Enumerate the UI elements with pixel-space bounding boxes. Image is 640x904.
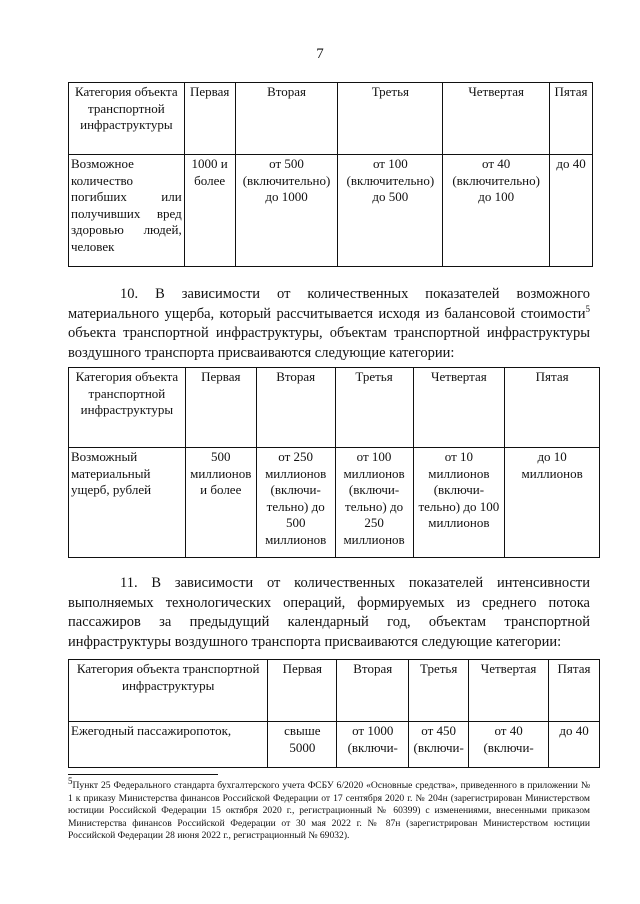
header-fifth: Пятая (505, 368, 600, 448)
cell-second: от 1000 (включи- (337, 722, 409, 768)
header-fourth: Четвертая (469, 660, 549, 722)
cell-fourth: от 40 (включи- (469, 722, 549, 768)
header-first: Первая (185, 368, 256, 448)
row-label: Возможное количество погибших или получивших вред здоровью людей, человек (69, 155, 185, 267)
header-fourth: Четвертая (443, 83, 550, 155)
cell-fifth: до 40 (550, 155, 593, 267)
paragraph-10 (68, 285, 590, 363)
header-third: Третья (335, 368, 413, 448)
header-second: Вторая (235, 83, 338, 155)
footnote-divider (68, 774, 218, 775)
paragraph-10-text: 10. В зависимости от количественных показателей возможного материального ущерба, который рассчитывается исходя из балансовой стоимости (68, 286, 590, 322)
cell-first: 500 миллионов и более (185, 448, 256, 558)
cell-fifth: до 10 миллионов (505, 448, 600, 558)
footnote-ref[interactable]: 5 (585, 303, 590, 314)
table-casualties (68, 82, 593, 267)
footnote-text: Пункт 25 Федерального стандарта бухгалтерского учета ФСБУ 6/2020 «Основные средства», приведенного в приложении № 1 к приказу Министерства финансов Российской Федерации от 17 сентября 2020 г. № 204н (зарегистрирован Министерством юстиции Российской Федерации 15 октября 2020 г., регистрационный № 60399) с изменениями, внесенными приказом Министерства финансов Российской Федерации от 30 мая 2022 г. № 87н (зарегистрирован Министерством юстиции Российской Федерации 28 июня 2022 г., регистрационный № 69032). (68, 780, 590, 841)
header-second: Вторая (337, 660, 409, 722)
header-category: Категория объекта транспортной инфраструктуры (69, 368, 186, 448)
header-first: Первая (184, 83, 235, 155)
footnote-mark: 5 (68, 775, 73, 786)
header-third: Третья (409, 660, 469, 722)
header-first: Первая (268, 660, 337, 722)
table-header-row (69, 660, 600, 722)
header-second: Вторая (256, 368, 335, 448)
table-damage (68, 367, 600, 558)
table-header-row (69, 368, 600, 448)
cell-first: 1000 и более (184, 155, 235, 267)
paragraph-10-text-cont: объекта транспортной инфраструктуры, объектам транспортной инфраструктуры воздушного транспорта присваиваются следующие категории: (68, 325, 590, 361)
page-number: 7 (316, 46, 324, 62)
header-fourth: Четвертая (413, 368, 505, 448)
header-third: Третья (338, 83, 443, 155)
table-header-row (69, 83, 593, 155)
cell-fifth: до 40 (549, 722, 600, 768)
table-passengers (68, 659, 600, 768)
table-row (69, 155, 593, 267)
cell-second: от 500 (включительно) до 1000 (235, 155, 338, 267)
cell-third: от 100 миллионов (включи-тельно) до 250 миллионов (335, 448, 413, 558)
row-label: Возможный материальный ущерб, рублей (69, 448, 186, 558)
header-fifth: Пятая (550, 83, 593, 155)
cell-fourth: от 40 (включительно) до 100 (443, 155, 550, 267)
cell-fourth: от 10 миллионов (включи-тельно) до 100 миллионов (413, 448, 505, 558)
paragraph-11 (68, 574, 590, 652)
header-category: Категория объекта транспортной инфраструктуры (69, 660, 268, 722)
cell-second: от 250 миллионов (включи-тельно) до 500 миллионов (256, 448, 335, 558)
header-category: Категория объекта транспортной инфраструктуры (69, 83, 185, 155)
footnote (68, 775, 590, 843)
table-row (69, 448, 600, 558)
paragraph-11-text: 11. В зависимости от количественных показателей интенсивности выполняемых технологических операций, формируемых из среднего потока пассажиров за предыдущий календарный год, объектам транспортной инфраструктуры воздушного транспорта присваиваются следующие категории: (68, 575, 590, 650)
header-fifth: Пятая (549, 660, 600, 722)
cell-third: от 450 (включи- (409, 722, 469, 768)
cell-first: свыше 5000 (268, 722, 337, 768)
table-row (69, 722, 600, 768)
cell-third: от 100 (включительно) до 500 (338, 155, 443, 267)
row-label: Ежегодный пассажиропоток, (69, 722, 268, 768)
